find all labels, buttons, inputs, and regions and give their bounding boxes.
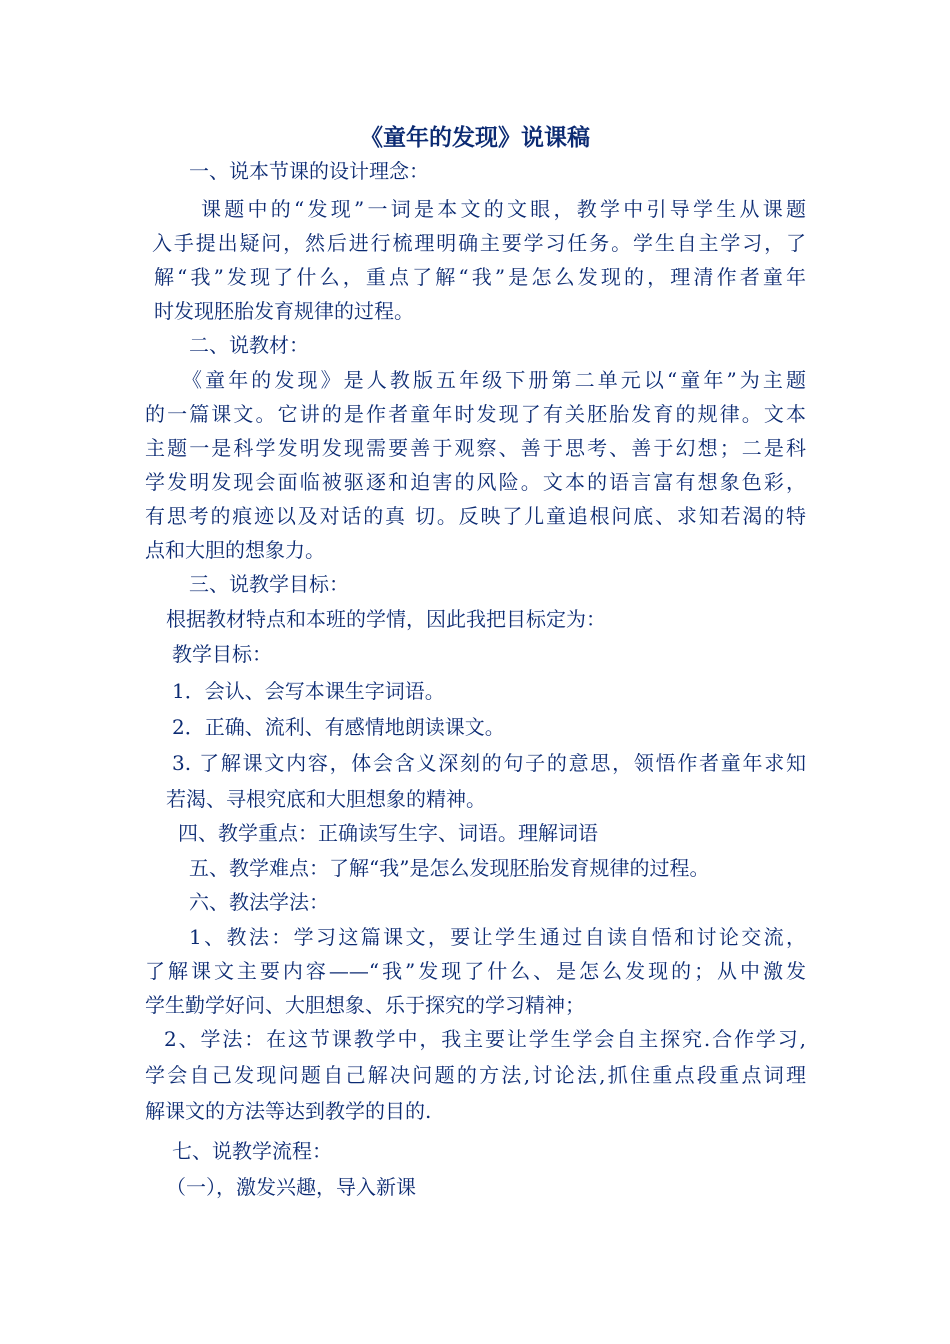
paragraph-line: 1、教法：学习这篇课文，要让学生通过自读自悟和讨论交流，: [189, 925, 806, 949]
paragraph-line: 学发明发现会面临被驱逐和迫害的风险。文本的语言富有想象色彩，: [145, 470, 806, 494]
step-heading: （一），激发兴趣，导入新课: [166, 1175, 416, 1199]
paragraph-line: 有思考的痕迹以及对话的真 切。反映了儿童追根问底、求知若渴的特: [145, 504, 806, 528]
list-item: 若渴、寻根究底和大胆想象的精神。: [166, 787, 486, 811]
paragraph-line: 的一篇课文。它讲的是作者童年时发现了有关胚胎发育的规律。文本: [145, 402, 806, 426]
list-item: 2．正确、流利、有感情地朗读课文。: [172, 715, 505, 739]
list-item: 3. 了解课文内容，体会含义深刻的句子的意思，领悟作者童年求知: [172, 751, 806, 775]
section-7-heading: 七、说教学流程：: [172, 1139, 332, 1163]
paragraph-line: 学生勤学好问、大胆想象、乐于探究的学习精神；: [145, 993, 585, 1017]
document-title: 《童年的发现》说课稿: [360, 125, 590, 151]
paragraph-line: 解“我”发现了什么，重点了解“我”是怎么发现的，理清作者童年: [154, 265, 806, 289]
paragraph-line: 《童年的发现》是人教版五年级下册第二单元以“童年”为主题: [182, 368, 806, 392]
section-1-heading: 一、说本节课的设计理念：: [189, 159, 429, 183]
section-5-heading: 五、教学难点：了解“我”是怎么发现胚胎发育规律的过程。: [189, 856, 710, 880]
section-4-heading: 四、教学重点：正确读写生字、词语。理解词语: [178, 821, 598, 845]
paragraph-line: 点和大胆的想象力。: [145, 538, 325, 562]
paragraph-line: 解课文的方法等达到教学的目的.: [145, 1099, 432, 1123]
subheading: 教学目标：: [172, 642, 272, 666]
paragraph-line: 根据教材特点和本班的学情，因此我把目标定为：: [166, 607, 606, 631]
paragraph-line: 入手提出疑问，然后进行梳理明确主要学习任务。学生自主学习，了: [152, 231, 806, 255]
list-item: 1．会认、会写本课生字词语。: [172, 679, 445, 703]
paragraph-line: 学会自己发现问题自己解决问题的方法,讨论法,抓住重点段重点词理: [145, 1063, 806, 1087]
paragraph-line: 时发现胚胎发育规律的过程。: [154, 299, 414, 323]
section-2-heading: 二、说教材：: [189, 333, 309, 357]
paragraph-line: 2、学法：在这节课教学中，我主要让学生学会自主探究.合作学习,: [164, 1027, 806, 1051]
section-3-heading: 三、说教学目标：: [189, 572, 349, 596]
paragraph-line: 课题中的“发现”一词是本文的文眼，教学中引导学生从课题: [201, 197, 806, 221]
section-6-heading: 六、教法学法：: [189, 890, 329, 914]
paragraph-line: 了解课文主要内容——“我”发现了什么、是怎么发现的；从中激发: [145, 959, 806, 983]
paragraph-line: 主题一是科学发明发现需要善于观察、善于思考、善于幻想；二是科: [145, 436, 806, 460]
